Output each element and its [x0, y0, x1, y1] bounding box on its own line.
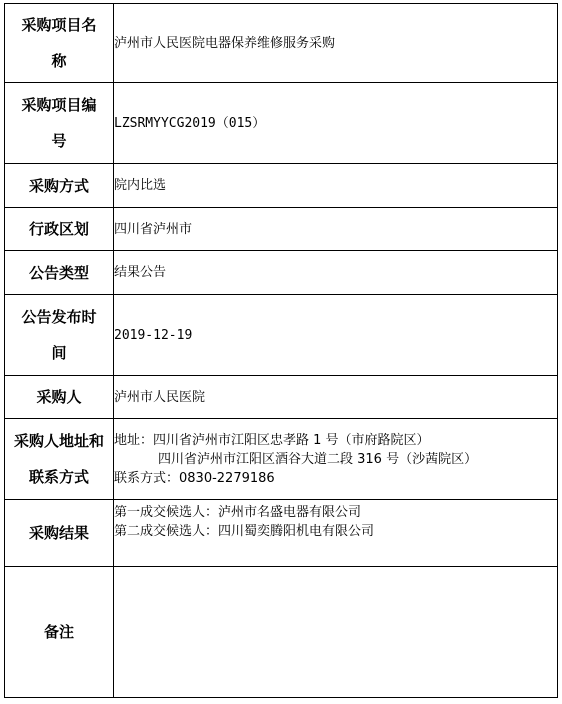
label-purchaser: 采购人 — [5, 376, 114, 419]
label-project-name: 采购项目名称 — [5, 4, 114, 83]
row-project-name — [5, 4, 558, 83]
value-project-name: 泸州市人民医院电器保养维修服务采购 — [114, 4, 558, 83]
address-line-1: 地址：四川省泸州市江阳区忠孝路 1 号（市府路院区） — [114, 432, 430, 448]
result-second-candidate: 第二成交候选人：四川蜀奕腾阳机电有限公司 — [114, 524, 375, 539]
value-procurement-method: 院内比选 — [114, 164, 558, 208]
value-project-number: LZSRMYYCG2019（015） — [114, 83, 558, 164]
label-remarks: 备注 — [5, 567, 114, 698]
row-procurement-method — [5, 164, 558, 208]
value-announcement-type: 结果公告 — [114, 251, 558, 295]
value-remarks — [114, 567, 558, 698]
row-publish-time — [5, 295, 558, 376]
label-procurement-method: 采购方式 — [5, 164, 114, 208]
address-line-2: 四川省泸州市江阳区酒谷大道二段 316 号（沙茜院区） — [158, 451, 478, 467]
row-procurement-result — [5, 500, 558, 567]
label-purchaser-contact: 采购人地址和联系方式 — [5, 419, 114, 500]
row-announcement-type — [5, 251, 558, 295]
label-publish-time: 公告发布时间 — [5, 295, 114, 376]
value-purchaser-contact — [114, 419, 558, 500]
label-announcement-type: 公告类型 — [5, 251, 114, 295]
label-project-number: 采购项目编号 — [5, 83, 114, 164]
procurement-info-table — [4, 3, 558, 698]
row-administrative-region — [5, 208, 558, 251]
label-procurement-result: 采购结果 — [5, 500, 114, 567]
value-publish-time: 2019-12-19 — [114, 295, 558, 376]
value-administrative-region: 四川省泸州市 — [114, 208, 558, 251]
value-purchaser: 泸州市人民医院 — [114, 376, 558, 419]
value-procurement-result — [114, 500, 558, 567]
row-purchaser — [5, 376, 558, 419]
row-project-number — [5, 83, 558, 164]
row-purchaser-contact — [5, 419, 558, 500]
label-administrative-region: 行政区划 — [5, 208, 114, 251]
result-first-candidate: 第一成交候选人：泸州市名盛电器有限公司 — [114, 505, 362, 520]
contact-phone: 联系方式：0830-2279186 — [114, 470, 275, 486]
row-remarks — [5, 567, 558, 698]
